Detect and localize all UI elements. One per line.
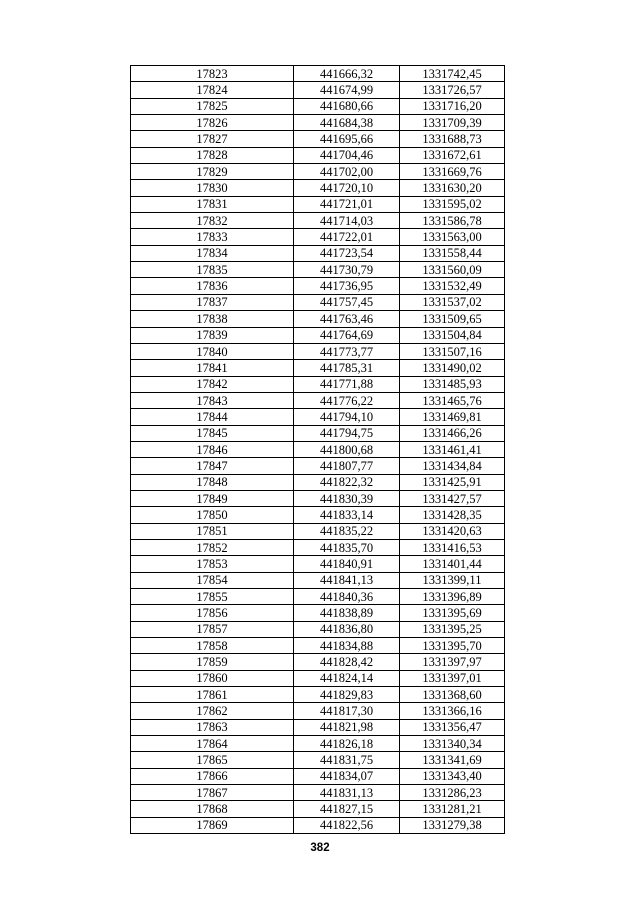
y-coordinate-cell: 1331286,23	[400, 785, 505, 801]
point-number-cell: 17834	[131, 245, 294, 261]
x-coordinate-cell: 441829,83	[294, 687, 400, 703]
y-coordinate-cell: 1331428,35	[400, 507, 505, 523]
point-number-cell: 17868	[131, 801, 294, 817]
table-row	[131, 817, 505, 833]
y-coordinate-cell: 1331709,39	[400, 115, 505, 131]
table-row	[131, 278, 505, 294]
y-coordinate-cell: 1331465,76	[400, 392, 505, 408]
point-number-cell: 17849	[131, 490, 294, 506]
point-number-cell: 17863	[131, 719, 294, 735]
table-row	[131, 360, 505, 376]
y-coordinate-cell: 1331504,84	[400, 327, 505, 343]
table-row	[131, 196, 505, 212]
point-number-cell: 17837	[131, 294, 294, 310]
point-number-cell: 17825	[131, 98, 294, 114]
x-coordinate-cell: 441822,56	[294, 817, 400, 833]
table-row	[131, 392, 505, 408]
point-number-cell: 17859	[131, 654, 294, 670]
x-coordinate-cell: 441841,13	[294, 572, 400, 588]
y-coordinate-cell: 1331461,41	[400, 441, 505, 457]
point-number-cell: 17831	[131, 196, 294, 212]
y-coordinate-cell: 1331395,69	[400, 605, 505, 621]
point-number-cell: 17854	[131, 572, 294, 588]
y-coordinate-cell: 1331279,38	[400, 817, 505, 833]
x-coordinate-cell: 441666,32	[294, 66, 400, 82]
x-coordinate-cell: 441684,38	[294, 115, 400, 131]
table-row	[131, 638, 505, 654]
table-row	[131, 687, 505, 703]
point-number-cell: 17826	[131, 115, 294, 131]
x-coordinate-cell: 441840,91	[294, 556, 400, 572]
table-row	[131, 621, 505, 637]
y-coordinate-cell: 1331595,02	[400, 196, 505, 212]
point-number-cell: 17865	[131, 752, 294, 768]
y-coordinate-cell: 1331630,20	[400, 180, 505, 196]
x-coordinate-cell: 441826,18	[294, 736, 400, 752]
table-row	[131, 670, 505, 686]
x-coordinate-cell: 441720,10	[294, 180, 400, 196]
table-row	[131, 262, 505, 278]
y-coordinate-cell: 1331340,34	[400, 736, 505, 752]
table-row	[131, 736, 505, 752]
y-coordinate-cell: 1331341,69	[400, 752, 505, 768]
x-coordinate-cell: 441835,22	[294, 523, 400, 539]
point-number-cell: 17858	[131, 638, 294, 654]
table-row	[131, 376, 505, 392]
y-coordinate-cell: 1331507,16	[400, 343, 505, 359]
point-number-cell: 17856	[131, 605, 294, 621]
x-coordinate-cell: 441831,13	[294, 785, 400, 801]
table-row	[131, 474, 505, 490]
x-coordinate-cell: 441730,79	[294, 262, 400, 278]
point-number-cell: 17824	[131, 82, 294, 98]
point-number-cell: 17835	[131, 262, 294, 278]
x-coordinate-cell: 441834,07	[294, 768, 400, 784]
y-coordinate-cell: 1331742,45	[400, 66, 505, 82]
table-row	[131, 180, 505, 196]
coordinates-table-body	[131, 66, 505, 834]
y-coordinate-cell: 1331427,57	[400, 490, 505, 506]
y-coordinate-cell: 1331401,44	[400, 556, 505, 572]
point-number-cell: 17850	[131, 507, 294, 523]
point-number-cell: 17828	[131, 147, 294, 163]
x-coordinate-cell: 441831,75	[294, 752, 400, 768]
table-row	[131, 507, 505, 523]
x-coordinate-cell: 441836,80	[294, 621, 400, 637]
point-number-cell: 17847	[131, 458, 294, 474]
table-row	[131, 115, 505, 131]
y-coordinate-cell: 1331366,16	[400, 703, 505, 719]
x-coordinate-cell: 441702,00	[294, 164, 400, 180]
y-coordinate-cell: 1331532,49	[400, 278, 505, 294]
y-coordinate-cell: 1331688,73	[400, 131, 505, 147]
point-number-cell: 17867	[131, 785, 294, 801]
x-coordinate-cell: 441817,30	[294, 703, 400, 719]
table-row	[131, 147, 505, 163]
point-number-cell: 17839	[131, 327, 294, 343]
point-number-cell: 17846	[131, 441, 294, 457]
y-coordinate-cell: 1331716,20	[400, 98, 505, 114]
x-coordinate-cell: 441821,98	[294, 719, 400, 735]
point-number-cell: 17851	[131, 523, 294, 539]
table-row	[131, 441, 505, 457]
x-coordinate-cell: 441822,32	[294, 474, 400, 490]
point-number-cell: 17840	[131, 343, 294, 359]
table-row	[131, 213, 505, 229]
x-coordinate-cell: 441722,01	[294, 229, 400, 245]
table-row	[131, 66, 505, 82]
table-row	[131, 539, 505, 555]
point-number-cell: 17842	[131, 376, 294, 392]
y-coordinate-cell: 1331672,61	[400, 147, 505, 163]
y-coordinate-cell: 1331485,93	[400, 376, 505, 392]
point-number-cell: 17830	[131, 180, 294, 196]
x-coordinate-cell: 441800,68	[294, 441, 400, 457]
table-row	[131, 605, 505, 621]
y-coordinate-cell: 1331397,01	[400, 670, 505, 686]
point-number-cell: 17861	[131, 687, 294, 703]
y-coordinate-cell: 1331420,63	[400, 523, 505, 539]
table-row	[131, 311, 505, 327]
y-coordinate-cell: 1331509,65	[400, 311, 505, 327]
table-row	[131, 703, 505, 719]
y-coordinate-cell: 1331425,91	[400, 474, 505, 490]
table-row	[131, 294, 505, 310]
x-coordinate-cell: 441794,10	[294, 409, 400, 425]
table-row	[131, 409, 505, 425]
x-coordinate-cell: 441834,88	[294, 638, 400, 654]
point-number-cell: 17832	[131, 213, 294, 229]
x-coordinate-cell: 441785,31	[294, 360, 400, 376]
x-coordinate-cell: 441695,66	[294, 131, 400, 147]
x-coordinate-cell: 441830,39	[294, 490, 400, 506]
y-coordinate-cell: 1331434,84	[400, 458, 505, 474]
x-coordinate-cell: 441835,70	[294, 539, 400, 555]
x-coordinate-cell: 441764,69	[294, 327, 400, 343]
y-coordinate-cell: 1331281,21	[400, 801, 505, 817]
point-number-cell: 17848	[131, 474, 294, 490]
y-coordinate-cell: 1331343,40	[400, 768, 505, 784]
point-number-cell: 17855	[131, 589, 294, 605]
y-coordinate-cell: 1331416,53	[400, 539, 505, 555]
x-coordinate-cell: 441763,46	[294, 311, 400, 327]
table-row	[131, 343, 505, 359]
x-coordinate-cell: 441736,95	[294, 278, 400, 294]
y-coordinate-cell: 1331466,26	[400, 425, 505, 441]
point-number-cell: 17860	[131, 670, 294, 686]
point-number-cell: 17857	[131, 621, 294, 637]
y-coordinate-cell: 1331368,60	[400, 687, 505, 703]
y-coordinate-cell: 1331395,25	[400, 621, 505, 637]
x-coordinate-cell: 441723,54	[294, 245, 400, 261]
table-row	[131, 425, 505, 441]
x-coordinate-cell: 441794,75	[294, 425, 400, 441]
table-row	[131, 458, 505, 474]
table-row	[131, 572, 505, 588]
x-coordinate-cell: 441807,77	[294, 458, 400, 474]
table-row	[131, 589, 505, 605]
point-number-cell: 17866	[131, 768, 294, 784]
table-row	[131, 801, 505, 817]
table-row	[131, 98, 505, 114]
table-row	[131, 556, 505, 572]
y-coordinate-cell: 1331669,76	[400, 164, 505, 180]
y-coordinate-cell: 1331396,89	[400, 589, 505, 605]
table-row	[131, 490, 505, 506]
y-coordinate-cell: 1331560,09	[400, 262, 505, 278]
y-coordinate-cell: 1331395,70	[400, 638, 505, 654]
x-coordinate-cell: 441721,01	[294, 196, 400, 212]
y-coordinate-cell: 1331399,11	[400, 572, 505, 588]
x-coordinate-cell: 441674,99	[294, 82, 400, 98]
table-row	[131, 523, 505, 539]
y-coordinate-cell: 1331558,44	[400, 245, 505, 261]
x-coordinate-cell: 441757,45	[294, 294, 400, 310]
y-coordinate-cell: 1331356,47	[400, 719, 505, 735]
y-coordinate-cell: 1331726,57	[400, 82, 505, 98]
table-row	[131, 327, 505, 343]
table-row	[131, 82, 505, 98]
x-coordinate-cell: 441704,46	[294, 147, 400, 163]
table-row	[131, 164, 505, 180]
x-coordinate-cell: 441838,89	[294, 605, 400, 621]
x-coordinate-cell: 441680,66	[294, 98, 400, 114]
table-row	[131, 785, 505, 801]
point-number-cell: 17843	[131, 392, 294, 408]
y-coordinate-cell: 1331397,97	[400, 654, 505, 670]
point-number-cell: 17823	[131, 66, 294, 82]
table-row	[131, 768, 505, 784]
point-number-cell: 17836	[131, 278, 294, 294]
point-number-cell: 17841	[131, 360, 294, 376]
point-number-cell: 17829	[131, 164, 294, 180]
x-coordinate-cell: 441840,36	[294, 589, 400, 605]
point-number-cell: 17869	[131, 817, 294, 833]
x-coordinate-cell: 441776,22	[294, 392, 400, 408]
y-coordinate-cell: 1331563,00	[400, 229, 505, 245]
x-coordinate-cell: 441827,15	[294, 801, 400, 817]
point-number-cell: 17833	[131, 229, 294, 245]
y-coordinate-cell: 1331469,81	[400, 409, 505, 425]
point-number-cell: 17862	[131, 703, 294, 719]
point-number-cell: 17838	[131, 311, 294, 327]
coordinates-table	[130, 65, 505, 834]
x-coordinate-cell: 441828,42	[294, 654, 400, 670]
table-row	[131, 131, 505, 147]
x-coordinate-cell: 441773,77	[294, 343, 400, 359]
y-coordinate-cell: 1331490,02	[400, 360, 505, 376]
point-number-cell: 17827	[131, 131, 294, 147]
table-row	[131, 245, 505, 261]
table-row	[131, 719, 505, 735]
point-number-cell: 17845	[131, 425, 294, 441]
y-coordinate-cell: 1331537,02	[400, 294, 505, 310]
point-number-cell: 17852	[131, 539, 294, 555]
x-coordinate-cell: 441771,88	[294, 376, 400, 392]
page-number: 382	[310, 842, 330, 854]
x-coordinate-cell: 441714,03	[294, 213, 400, 229]
x-coordinate-cell: 441833,14	[294, 507, 400, 523]
y-coordinate-cell: 1331586,78	[400, 213, 505, 229]
table-row	[131, 229, 505, 245]
point-number-cell: 17844	[131, 409, 294, 425]
x-coordinate-cell: 441824,14	[294, 670, 400, 686]
point-number-cell: 17853	[131, 556, 294, 572]
table-row	[131, 654, 505, 670]
point-number-cell: 17864	[131, 736, 294, 752]
table-row	[131, 752, 505, 768]
